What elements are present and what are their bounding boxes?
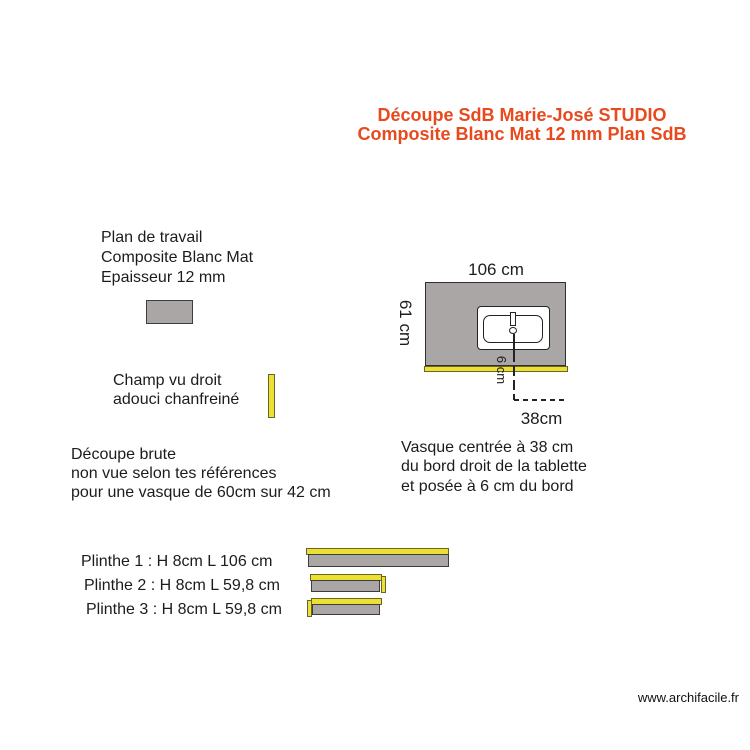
plinthe-3-label: Plinthe 3 : H 8cm L 59,8 cm [86, 601, 282, 618]
legend-decoupe-line1: Découpe brute [71, 446, 176, 463]
legend-champ-line1: Champ vu droit [113, 372, 222, 389]
page-title-line2: Composite Blanc Mat 12 mm Plan SdB [357, 124, 687, 144]
plinthe-2-right-edge-cap [381, 576, 386, 593]
legend-plan-line1: Plan de travail [101, 229, 203, 246]
plinthe-1-label: Plinthe 1 : H 8cm L 106 cm [81, 553, 273, 570]
legend-decoupe-line3: pour une vasque de 60cm sur 42 cm [71, 484, 331, 501]
sink-centerline-solid [513, 334, 515, 352]
legend-plan-line3: Epaisseur 12 mm [101, 269, 226, 286]
sink-note-line3: et posée à 6 cm du bord [401, 477, 574, 495]
sink-placement-note [401, 438, 587, 496]
worktop-material-swatch [146, 300, 193, 324]
plinthe-2-bar [311, 580, 380, 592]
worktop-width-label: 106 cm [468, 260, 524, 279]
plinthe-3-left-edge-cap [307, 600, 312, 617]
offset-right-label: 38cm [520, 409, 563, 428]
legend-plan-de-travail [101, 228, 253, 288]
sink-faucet-hole [510, 312, 516, 326]
page-title-line1: Découpe SdB Marie-José STUDIO [377, 105, 667, 125]
archifacile-watermark: www.archifacile.fr [637, 690, 739, 705]
plinthe-3-bar [312, 604, 380, 615]
plinthe-1-bar [308, 554, 449, 567]
worktop-height-label: 61 cm [396, 299, 415, 347]
plinthe-2-label: Plinthe 2 : H 8cm L 59,8 cm [84, 577, 280, 594]
offset-bottom-label: 6 cm [494, 355, 509, 385]
offset-dashed-line [514, 399, 567, 401]
page-title [352, 106, 692, 144]
legend-decoupe-line2: non vue selon tes références [71, 465, 277, 482]
legend-plan-line2: Composite Blanc Mat [101, 249, 254, 266]
sink-note-line2: du bord droit de la tablette [401, 458, 587, 476]
sink-centerline-dashed [513, 352, 515, 400]
sink-drain-hole [509, 327, 517, 334]
edge-band-swatch [268, 374, 275, 418]
legend-champ-vu [113, 371, 239, 409]
legend-champ-line2: adouci chanfreiné [113, 391, 240, 408]
sink-note-line1: Vasque centrée à 38 cm [401, 439, 574, 456]
legend-decoupe-brute [71, 445, 331, 502]
